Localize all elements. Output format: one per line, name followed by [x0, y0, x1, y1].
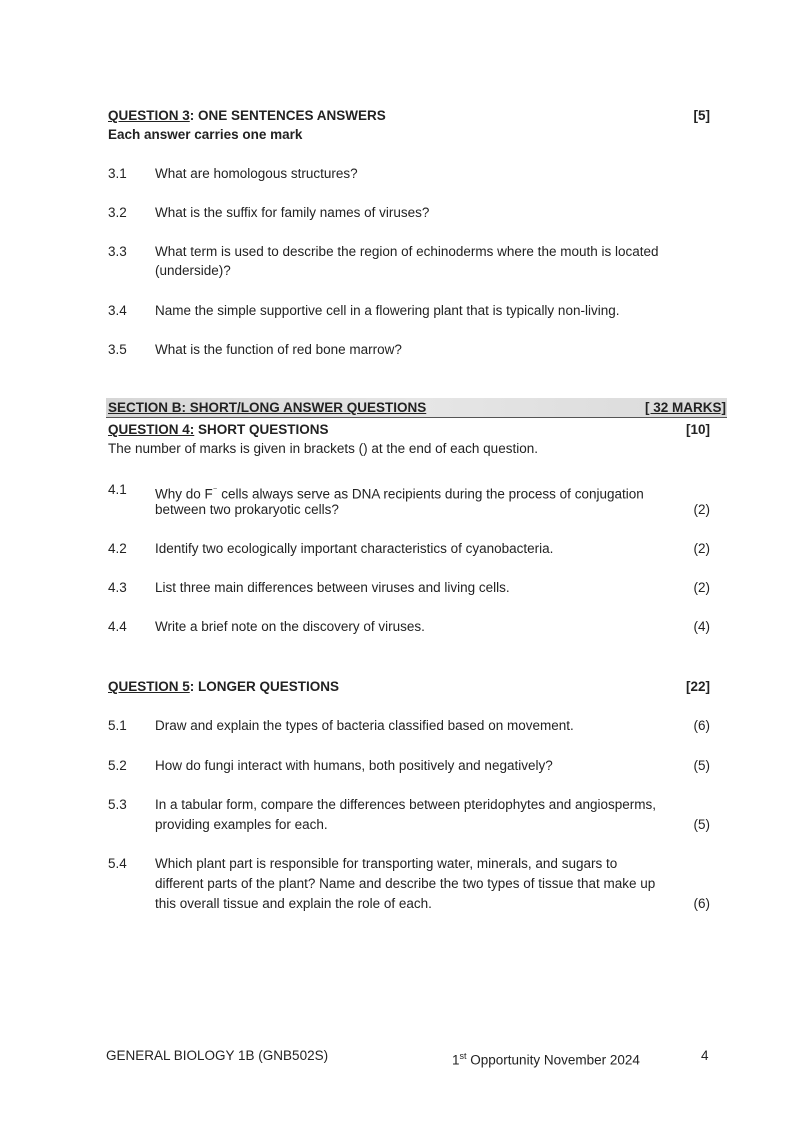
q3-marks: [5]: [693, 108, 710, 123]
question-text: Write a brief note on the discovery of viruses.: [155, 619, 425, 634]
q4-heading: [108, 421, 329, 439]
question-number: 3.3: [108, 244, 127, 259]
question-text: between two prokaryotic cells?: [155, 502, 339, 517]
q5-label: QUESTION 5: [108, 679, 190, 694]
superscript: ⁻: [212, 485, 218, 495]
question-number: 5.1: [108, 718, 127, 733]
q3-instructions: Each answer carries one mark: [108, 127, 303, 142]
q5-title: : LONGER QUESTIONS: [189, 679, 340, 694]
footer-opportunity: [452, 1047, 640, 1070]
question-marks: (5): [693, 758, 710, 773]
question-text: How do fungi interact with humans, both positively and negatively?: [155, 758, 553, 773]
question-text: Name the simple supportive cell in a flowering plant that is typically non-living.: [155, 303, 620, 318]
question-text: providing examples for each.: [155, 817, 328, 832]
opp-text: Opportunity November 2024: [466, 1052, 640, 1068]
question-number: 4.2: [108, 541, 127, 556]
question-text: Which plant part is responsible for transporting water, minerals, and sugars to: [155, 856, 618, 871]
question-text: Identify two ecologically important characteristics of cyanobacteria.: [155, 541, 554, 556]
question-text: (underside)?: [155, 263, 231, 278]
q5-marks: [22]: [685, 679, 710, 694]
question-number: 4.4: [108, 619, 127, 634]
question-marks: (2): [693, 502, 710, 517]
section-b-title: SECTION B: SHORT/LONG ANSWER QUESTIONS: [108, 400, 427, 415]
q4-marks: [10]: [685, 422, 710, 437]
question-number: 5.2: [108, 758, 127, 773]
q5-heading: [108, 678, 339, 696]
q4-title: SHORT QUESTIONS: [194, 422, 329, 437]
question-number: 3.2: [108, 205, 127, 220]
question-marks: (6): [693, 896, 710, 911]
opp-number: 1: [452, 1052, 460, 1068]
question-marks: (2): [693, 541, 710, 556]
question-marks: (6): [693, 718, 710, 733]
question-number: 4.1: [108, 482, 127, 497]
question-text: Draw and explain the types of bacteria classified based on movement.: [155, 718, 574, 733]
opp-superscript: st: [459, 1051, 467, 1061]
q3-label: QUESTION 3: [108, 108, 190, 123]
question-text: In a tabular form, compare the differences between pteridophytes and angiosperms,: [155, 797, 657, 812]
question-number: 3.5: [108, 342, 127, 357]
text-part: cells always serve as DNA recipients during the process of conjugation: [217, 486, 644, 502]
question-text: What is the suffix for family names of viruses?: [155, 205, 430, 220]
q3-title: : ONE SENTENCES ANSWERS: [189, 108, 386, 123]
question-text: What term is used to describe the region of echinoderms where the mouth is located: [155, 244, 659, 259]
q4-instructions: The number of marks is given in brackets () at the end of each question.: [108, 441, 538, 456]
question-marks: (5): [693, 817, 710, 832]
question-marks: (4): [693, 619, 710, 634]
question-number: 3.1: [108, 166, 127, 181]
question-text: different parts of the plant? Name and describe the two types of tissue that make up: [155, 876, 656, 891]
section-b-marks: [ 32 MARKS]: [644, 400, 726, 415]
question-marks: (2): [693, 580, 710, 595]
page-number: 4: [701, 1048, 709, 1063]
question-text: this overall tissue and explain the role of each.: [155, 896, 432, 911]
text-part: Why do F: [155, 486, 213, 502]
footer-course: GENERAL BIOLOGY 1B (GNB502S): [106, 1048, 329, 1063]
question-number: 5.4: [108, 856, 127, 871]
question-text: What is the function of red bone marrow?: [155, 342, 402, 357]
question-number: 4.3: [108, 580, 127, 595]
q3-heading: [108, 107, 386, 125]
question-text: List three main differences between viruses and living cells.: [155, 580, 510, 595]
question-number: 5.3: [108, 797, 127, 812]
question-number: 3.4: [108, 303, 127, 318]
q4-label: QUESTION 4:: [108, 422, 195, 437]
question-text: What are homologous structures?: [155, 166, 358, 181]
